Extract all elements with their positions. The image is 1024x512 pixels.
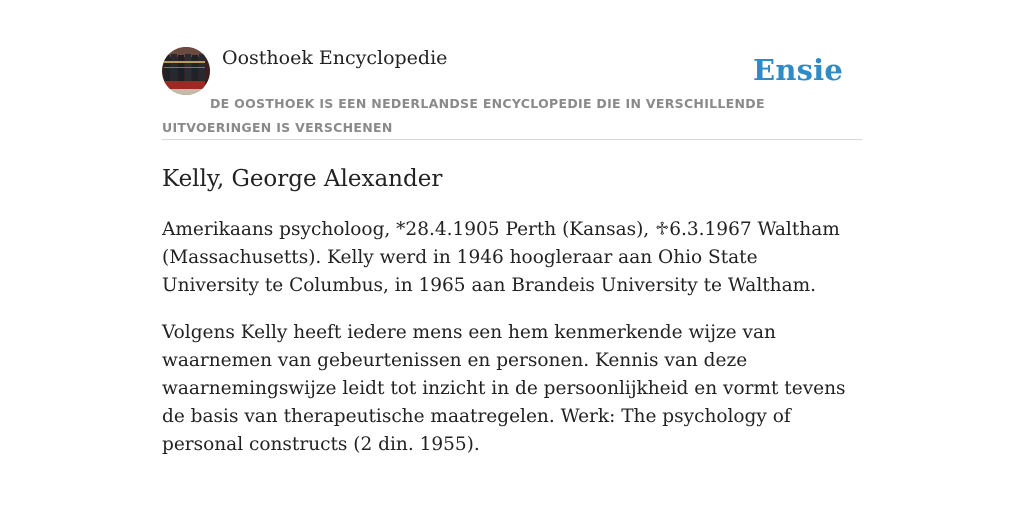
article-title: Kelly, George Alexander [162,166,443,192]
header-divider [162,139,862,140]
brand-logo[interactable]: Ensie [753,53,843,87]
article-paragraph: Amerikaans psycholoog, *28.4.1905 Perth (Kansas), ♱6.3.1967 Waltham (Massachusetts). Kelly werd in 1946 hoogleraar aan Ohio State University te Columbus, in 1965 aan Brandeis University te Waltham. [162,219,840,296]
article-paragraph: Volgens Kelly heeft iedere mens een hem kenmerkende wijze van waarnemen van gebeurtenissen en personen. Kennis van deze waarnemingswijze leidt tot inzicht in de persoonlijkheid en vormt tevens de basis van therapeutische maatregelen. Werk: The psychology of personal constructs (2 din. 1955). [162,322,846,455]
article-body [162,216,852,478]
source-name[interactable]: Oosthoek Encyclopedie [222,47,448,69]
encyclopedia-books-icon[interactable] [162,47,210,95]
source-tagline: DE OOSTHOEK IS EEN NEDERLANDSE ENCYCLOPEDIE DIE IN VERSCHILLENDE UITVOERINGEN IS VERSCHENEN [162,96,765,135]
